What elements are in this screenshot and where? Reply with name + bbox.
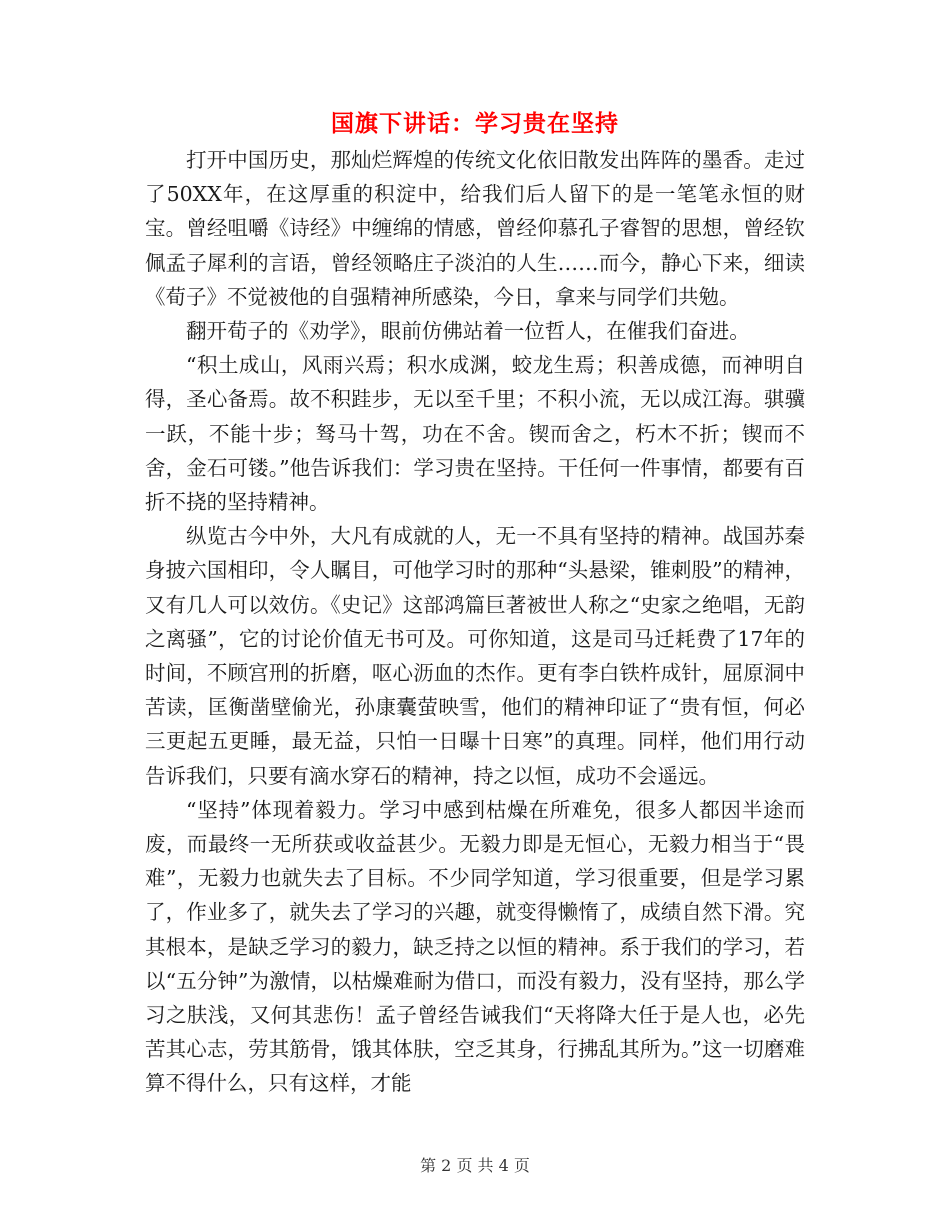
page-number-footer: 第 2 页 共 4 页 bbox=[420, 1156, 530, 1175]
paragraph-quanxue: 翻开荀子的《劝学》，眼前仿佛站着一位哲人，在催我们奋进。 bbox=[186, 319, 750, 344]
paragraph-examples: 纵览古今中外，大凡有成就的人，无一不具有坚持的精神。战国苏秦身披六国相印，令人瞩目，可他学习时的那种“头悬梁，锥刺股”的精神，又有几人可以效仿。《史记》这部鸿篇巨著被世人称之“史家之绝唱，无韵之离骚”，它的讨论价值无书可及。可你知道，这是司马迁耗费了17年的时间，不顾宫刑的折磨，呕心沥血的杰作。更有李白铁杵成针，屈原洞中苦读，匡衡凿壁偷光，孙康囊萤映雪，他们的精神印证了“贵有恒，何必三更起五更睡，最无益，只怕一日曝十日寒”的真理。同样，他们用行动告诉我们，只要有滴水穿石的精神，持之以恒，成功不会遥远。 bbox=[145, 524, 805, 788]
paragraph-perseverance: “坚持”体现着毅力。学习中感到枯燥在所难免，很多人都因半途而废，而最终一无所获或收益甚少。无毅力即是无恒心，无毅力相当于“畏难”，无毅力也就失去了目标。不少同学知道，学习很重要，但是学习累了，作业多了，就失去了学习的兴趣，就变得懒惰了，成绩自然下滑。究其根本，是缺乏学习的毅力，缺乏持之以恒的精神。系于我们的学习，若以“五分钟”为激情，以枯燥难耐为借口，而没有毅力，没有坚持，那么学习之肤浅，又何其悲伤！孟子曾经告诫我们“天将降大任于是人也，必先苦其心志，劳其筋骨，饿其体肤，空乏其身，行拂乱其所为。”这一切磨难算不得什么，只有这样，才能 bbox=[145, 797, 805, 1096]
document-title: 国旗下讲话：学习贵在坚持 bbox=[331, 110, 619, 137]
paragraph-intro: 打开中国历史，那灿烂辉煌的传统文化依旧散发出阵阵的墨香。走过了50XX年，在这厚重的积淀中，给我们后人留下的是一笔笔永恒的财宝。曾经咀嚼《诗经》中缠绵的情感，曾经仰慕孔子睿智的思想，曾经钦佩孟子犀利的言语，曾经领略庄子淡泊的人生……而今，静心下来，细读《荀子》不觉被他的自强精神所感染，今日，拿来与同学们共勉。 bbox=[145, 148, 805, 309]
document-body bbox=[145, 143, 805, 1101]
paragraph-quote: “积土成山，风雨兴焉；积水成渊，蛟龙生焉；积善成德，而神明自得，圣心备焉。故不积跬步，无以至千里；不积小流，无以成江海。骐骥一跃，不能十步；驽马十驾，功在不舍。锲而舍之，朽木不折；锲而不舍，金石可镂。”他告诉我们：学习贵在坚持。干任何一件事情，都要有百折不挠的坚持精神。 bbox=[145, 353, 805, 515]
